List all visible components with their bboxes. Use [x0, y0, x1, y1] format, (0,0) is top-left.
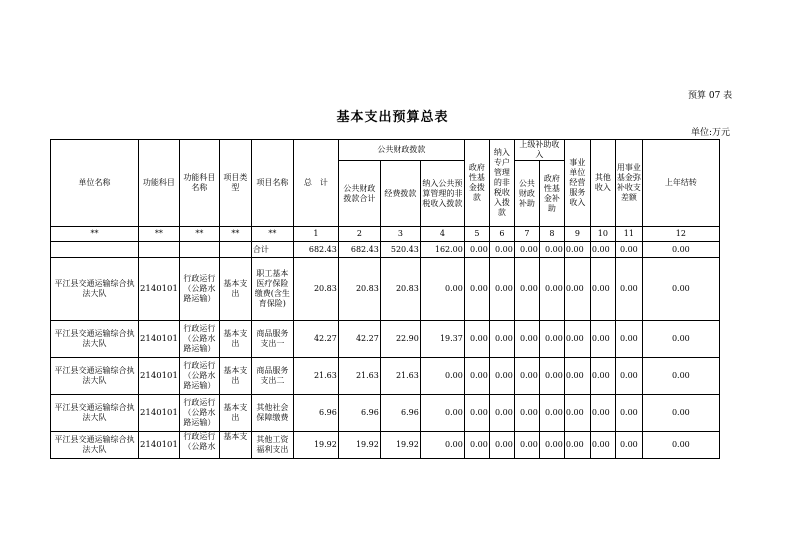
column-number: 11 — [615, 227, 642, 242]
value-cell: 0.00 — [564, 395, 590, 432]
value-cell: 0.00 — [615, 321, 642, 358]
total-cell: 0.00 — [464, 242, 489, 258]
code-cell: 2140101 — [139, 358, 180, 395]
total-cell: 0.00 — [539, 242, 564, 258]
total-cell: 162.00 — [420, 242, 464, 258]
func-name-cell: 行政运行（公路水路运输） — [179, 395, 219, 432]
value-cell: 0.00 — [489, 321, 514, 358]
table-row — [51, 321, 720, 358]
column-number: 6 — [489, 227, 514, 242]
total-row — [51, 242, 720, 258]
budget-table — [50, 139, 720, 459]
column-number: ** — [51, 227, 139, 242]
type-cell: 基本支出 — [219, 395, 251, 432]
table-row — [51, 395, 720, 432]
header-public-fiscal: 公共财政拨款 — [338, 140, 464, 161]
value-cell: 0.00 — [642, 432, 719, 459]
value-cell: 20.83 — [380, 258, 420, 321]
type-cell: 基本支出 — [219, 321, 251, 358]
header-func-subject: 功能科目 — [139, 140, 180, 227]
column-number: ** — [251, 227, 293, 242]
value-cell: 6.96 — [380, 395, 420, 432]
column-number: ** — [219, 227, 251, 242]
table-row — [51, 358, 720, 395]
value-cell: 0.00 — [420, 358, 464, 395]
header-item-type: 项目类型 — [219, 140, 251, 227]
value-cell: 42.27 — [293, 321, 338, 358]
header-unit-name: 单位名称 — [51, 140, 139, 227]
unit-cell: 平江县交通运输综合执法大队 — [51, 258, 139, 321]
value-cell: 19.92 — [293, 432, 338, 459]
value-cell: 0.00 — [464, 321, 489, 358]
table-row — [51, 432, 720, 459]
type-cell: 基本支出 — [219, 358, 251, 395]
func-name-cell: 行政运行（公路水 — [179, 432, 219, 459]
value-cell: 0.00 — [615, 395, 642, 432]
header-last-year: 上年结转 — [642, 140, 719, 227]
unit-cell: 平江县交通运输综合执法大队 — [51, 321, 139, 358]
value-cell: 0.00 — [615, 432, 642, 459]
total-cell: 682.43 — [338, 242, 380, 258]
item-cell: 职工基本医疗保险缴费(含生育保险) — [251, 258, 293, 321]
total-cell: 682.43 — [293, 242, 338, 258]
header-pf-subtotal: 公共财政拨款合计 — [338, 161, 380, 227]
header-pf-funding: 经费拨款 — [380, 161, 420, 227]
column-number: ** — [179, 227, 219, 242]
value-cell: 0.00 — [514, 358, 539, 395]
item-cell: 其他工资福利支出 — [251, 432, 293, 459]
value-cell: 0.00 — [615, 258, 642, 321]
value-cell: 6.96 — [293, 395, 338, 432]
item-cell: 其他社会保障缴费 — [251, 395, 293, 432]
column-number: 4 — [420, 227, 464, 242]
total-cell: 0.00 — [514, 242, 539, 258]
code-cell: 2140101 — [139, 258, 180, 321]
header-us-public: 公共财政补助 — [514, 161, 539, 227]
value-cell: 0.00 — [514, 258, 539, 321]
value-cell: 0.00 — [642, 258, 719, 321]
value-cell: 0.00 — [615, 358, 642, 395]
value-cell: 0.00 — [420, 395, 464, 432]
value-cell: 0.00 — [539, 258, 564, 321]
value-cell: 42.27 — [338, 321, 380, 358]
total-cell: 520.43 — [380, 242, 420, 258]
value-cell: 0.00 — [564, 358, 590, 395]
func-name-cell: 行政运行（公路水路运输） — [179, 321, 219, 358]
value-cell: 0.00 — [590, 258, 615, 321]
header-gov-fund: 政府性基金拨款 — [464, 140, 489, 227]
value-cell: 0.00 — [590, 321, 615, 358]
column-number-row — [51, 227, 720, 242]
unit-label: 单位:万元 — [691, 128, 731, 138]
value-cell: 20.83 — [293, 258, 338, 321]
total-cell: 0.00 — [615, 242, 642, 258]
header-pf-nontax: 纳入公共预算管理的非税收入拨款 — [420, 161, 464, 227]
column-number: 1 — [293, 227, 338, 242]
table-code: 预算 07 表 — [688, 91, 733, 101]
header-us-gov-fund: 政府性基金补助 — [539, 161, 564, 227]
value-cell: 0.00 — [464, 358, 489, 395]
value-cell: 19.37 — [420, 321, 464, 358]
value-cell: 0.00 — [489, 358, 514, 395]
value-cell: 0.00 — [539, 395, 564, 432]
header-biz-income: 事业单位经营服务收入 — [564, 140, 590, 227]
value-cell: 0.00 — [642, 358, 719, 395]
value-cell: 0.00 — [420, 432, 464, 459]
value-cell: 0.00 — [539, 321, 564, 358]
value-cell: 20.83 — [338, 258, 380, 321]
type-cell: 基本支出 — [219, 258, 251, 321]
code-cell: 2140101 — [139, 321, 180, 358]
value-cell: 0.00 — [564, 258, 590, 321]
total-cell: 0.00 — [590, 242, 615, 258]
value-cell: 19.92 — [338, 432, 380, 459]
value-cell: 6.96 — [338, 395, 380, 432]
item-cell: 商品服务支出二 — [251, 358, 293, 395]
value-cell: 0.00 — [564, 321, 590, 358]
value-cell: 19.92 — [380, 432, 420, 459]
column-number: 12 — [642, 227, 719, 242]
column-number: ** — [139, 227, 180, 242]
column-number: 7 — [514, 227, 539, 242]
value-cell: 0.00 — [514, 432, 539, 459]
item-cell: 商品服务支出一 — [251, 321, 293, 358]
header-other-income: 其他收入 — [590, 140, 615, 227]
value-cell: 21.63 — [293, 358, 338, 395]
header-upper-subsidy: 上级补助收入 — [514, 140, 564, 161]
value-cell: 0.00 — [464, 395, 489, 432]
value-cell: 0.00 — [590, 395, 615, 432]
header-item-name: 项目名称 — [251, 140, 293, 227]
value-cell: 22.90 — [380, 321, 420, 358]
total-label: 合计 — [251, 242, 293, 258]
value-cell: 0.00 — [464, 432, 489, 459]
total-cell: 0.00 — [642, 242, 719, 258]
header-total: 总 计 — [293, 140, 338, 227]
type-cell: 基本支 — [219, 432, 251, 459]
value-cell: 0.00 — [420, 258, 464, 321]
value-cell: 0.00 — [642, 321, 719, 358]
total-cell: 0.00 — [489, 242, 514, 258]
column-number: 3 — [380, 227, 420, 242]
column-number: 8 — [539, 227, 564, 242]
value-cell: 0.00 — [539, 358, 564, 395]
value-cell: 0.00 — [489, 432, 514, 459]
column-number: 9 — [564, 227, 590, 242]
value-cell: 0.00 — [590, 432, 615, 459]
page-title: 基本支出预算总表 — [336, 110, 449, 125]
code-cell: 2140101 — [139, 432, 180, 459]
value-cell: 0.00 — [514, 321, 539, 358]
column-number: 5 — [464, 227, 489, 242]
value-cell: 0.00 — [590, 358, 615, 395]
column-number: 10 — [590, 227, 615, 242]
column-number: 2 — [338, 227, 380, 242]
total-cell: 0.00 — [564, 242, 590, 258]
value-cell: 21.63 — [338, 358, 380, 395]
unit-cell: 平江县交通运输综合执法大队 — [51, 358, 139, 395]
value-cell: 0.00 — [489, 258, 514, 321]
unit-cell: 平江县交通运输综合执法大队 — [51, 395, 139, 432]
code-cell: 2140101 — [139, 395, 180, 432]
header-special-nontax: 纳入专户管理的非税收入拨款 — [489, 140, 514, 227]
value-cell: 0.00 — [642, 395, 719, 432]
value-cell: 0.00 — [464, 258, 489, 321]
func-name-cell: 行政运行（公路水路运输） — [179, 358, 219, 395]
table-row — [51, 258, 720, 321]
value-cell: 21.63 — [380, 358, 420, 395]
header-biz-fund-gap: 用事业基金弥补收支差额 — [615, 140, 642, 227]
value-cell: 0.00 — [489, 395, 514, 432]
header-func-subject-name: 功能科目名称 — [179, 140, 219, 227]
func-name-cell: 行政运行（公路水路运输） — [179, 258, 219, 321]
value-cell: 0.00 — [514, 395, 539, 432]
unit-cell: 平江县交通运输综合执法大队 — [51, 432, 139, 459]
value-cell: 0.00 — [564, 432, 590, 459]
value-cell: 0.00 — [539, 432, 564, 459]
